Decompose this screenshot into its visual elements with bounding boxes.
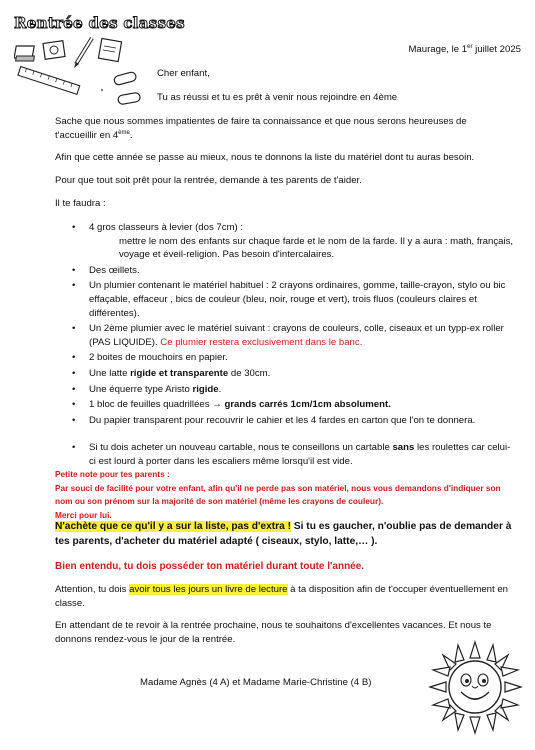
parents-note-body: Par souci de facilité pour votre enfant, afin qu'il ne perde pas son matériel, nous vous demandons d'indiquer son nom ou son prénom sur la majorité de son matériel (même les crayons de couleur). (55, 482, 501, 507)
paragraph-parents-help: Pour que tout soit prêt pour la rentrée, demande à tes parents de t'aider. (55, 175, 362, 186)
list-item: • Une latte rigide et transparente de 30cm. (72, 367, 271, 379)
list-item-detail: mettre le nom des enfants sur chaque farde et le nom de la farde. Il y a aura : math, français, voyage et éveil-religion. Pas besoin d'intercalaires. (119, 235, 514, 261)
paragraph-need: Il te faudra : (55, 198, 106, 209)
list-item: • 4 gros classeurs à levier (dos 7cm) : mettre le nom des enfants sur chaque farde et le nom de la farde. Il y a aura : math, français, voyage et éveil-religion. Pas besoin d'intercalaires. (72, 222, 514, 261)
greeting: Cher enfant, (157, 68, 210, 79)
list-item: • Une équerre type Aristo rigide. (72, 383, 222, 395)
list-item: • Des œillets. (72, 264, 140, 276)
sun-icon (428, 640, 523, 735)
reading-book-note: Attention, tu dois avoir tous les jours un livre de lecture à ta disposition afin de t'occuper éventuellement en classe. (55, 584, 509, 609)
signature: Madame Agnès (4 A) et Madame Marie-Christine (4 B) (140, 677, 372, 688)
parents-note-thanks: Merci pour lui. (55, 509, 112, 520)
letter-date: Maurage, le 1er juillet 2025 (408, 44, 521, 56)
extra-warning: N'achète que ce qu'il y a sur la liste, pas d'extra ! Si tu es gaucher, n'oublie pas de demander à tes parents, d'acheter du matériel adapté ( ciseaux, stylo, latte,… ). (55, 521, 512, 547)
parents-note (55, 468, 515, 522)
paragraph-list-intro: Afin que cette année se passe au mieux, nous te donnons la liste du matériel dont tu auras besoin. (55, 152, 475, 163)
list-item: • Si tu dois acheter un nouveau cartable, nous te conseillons un cartable sans les roulettes car celui-ci est lourd à porter dans les escaliers même lorsqu'il est vide. (72, 442, 511, 467)
list-item: • Un 2ème plumier avec le matériel suivant : crayons de couleurs, colle, ciseaux et un typp-ex roller (PAS LIQUIDE). Ce plumier restera exclusivement dans le banc. (72, 323, 504, 348)
school-supplies-icon (14, 36, 144, 108)
materials-list (55, 221, 515, 469)
list-item: • 2 boites de mouchoirs en papier. (72, 352, 228, 364)
paragraph-welcome: Sache que nous sommes impatientes de faire ta connaissance et que nous serons heureuses de t'accueillir en 4ème. (55, 116, 467, 141)
banc-note: Ce plumier restera exclusivement dans le banc. (157, 336, 363, 348)
list-item: • 1 bloc de feuilles quadrillées → grands carrés 1cm/1cm absolument. (72, 399, 391, 411)
extra-warning-highlight: N'achète que ce qu'il y a sur la liste, pas d'extra ! (55, 521, 292, 532)
list-item: • Du papier transparent pour recouvrir le cahier et les 4 fardes en carton que l'on te donnera. (72, 414, 476, 426)
closing-paragraph: En attendant de te revoir à la rentrée prochaine, nous te souhaitons d'excellentes vacances. Et nous te donnons rendez-vous le jour de la rentrée. (55, 620, 492, 645)
intro-line: Tu as réussi et tu es prêt à venir nous rejoindre en 4ème (157, 92, 398, 103)
header-logo-title: Rentrée des classes (14, 14, 185, 32)
year-reminder: Bien entendu, tu dois posséder ton matériel durant toute l'année. (55, 561, 365, 572)
parents-note-title: Petite note pour tes parents : (55, 469, 170, 479)
list-item: • Un plumier contenant le matériel habituel : 2 crayons ordinaires, gomme, taille-crayon, stylo ou bic effaçable, effaceur , bics de couleur (bleu, noir, rouge et vert), trois fluos (couleurs claires et différentes). (72, 280, 506, 319)
